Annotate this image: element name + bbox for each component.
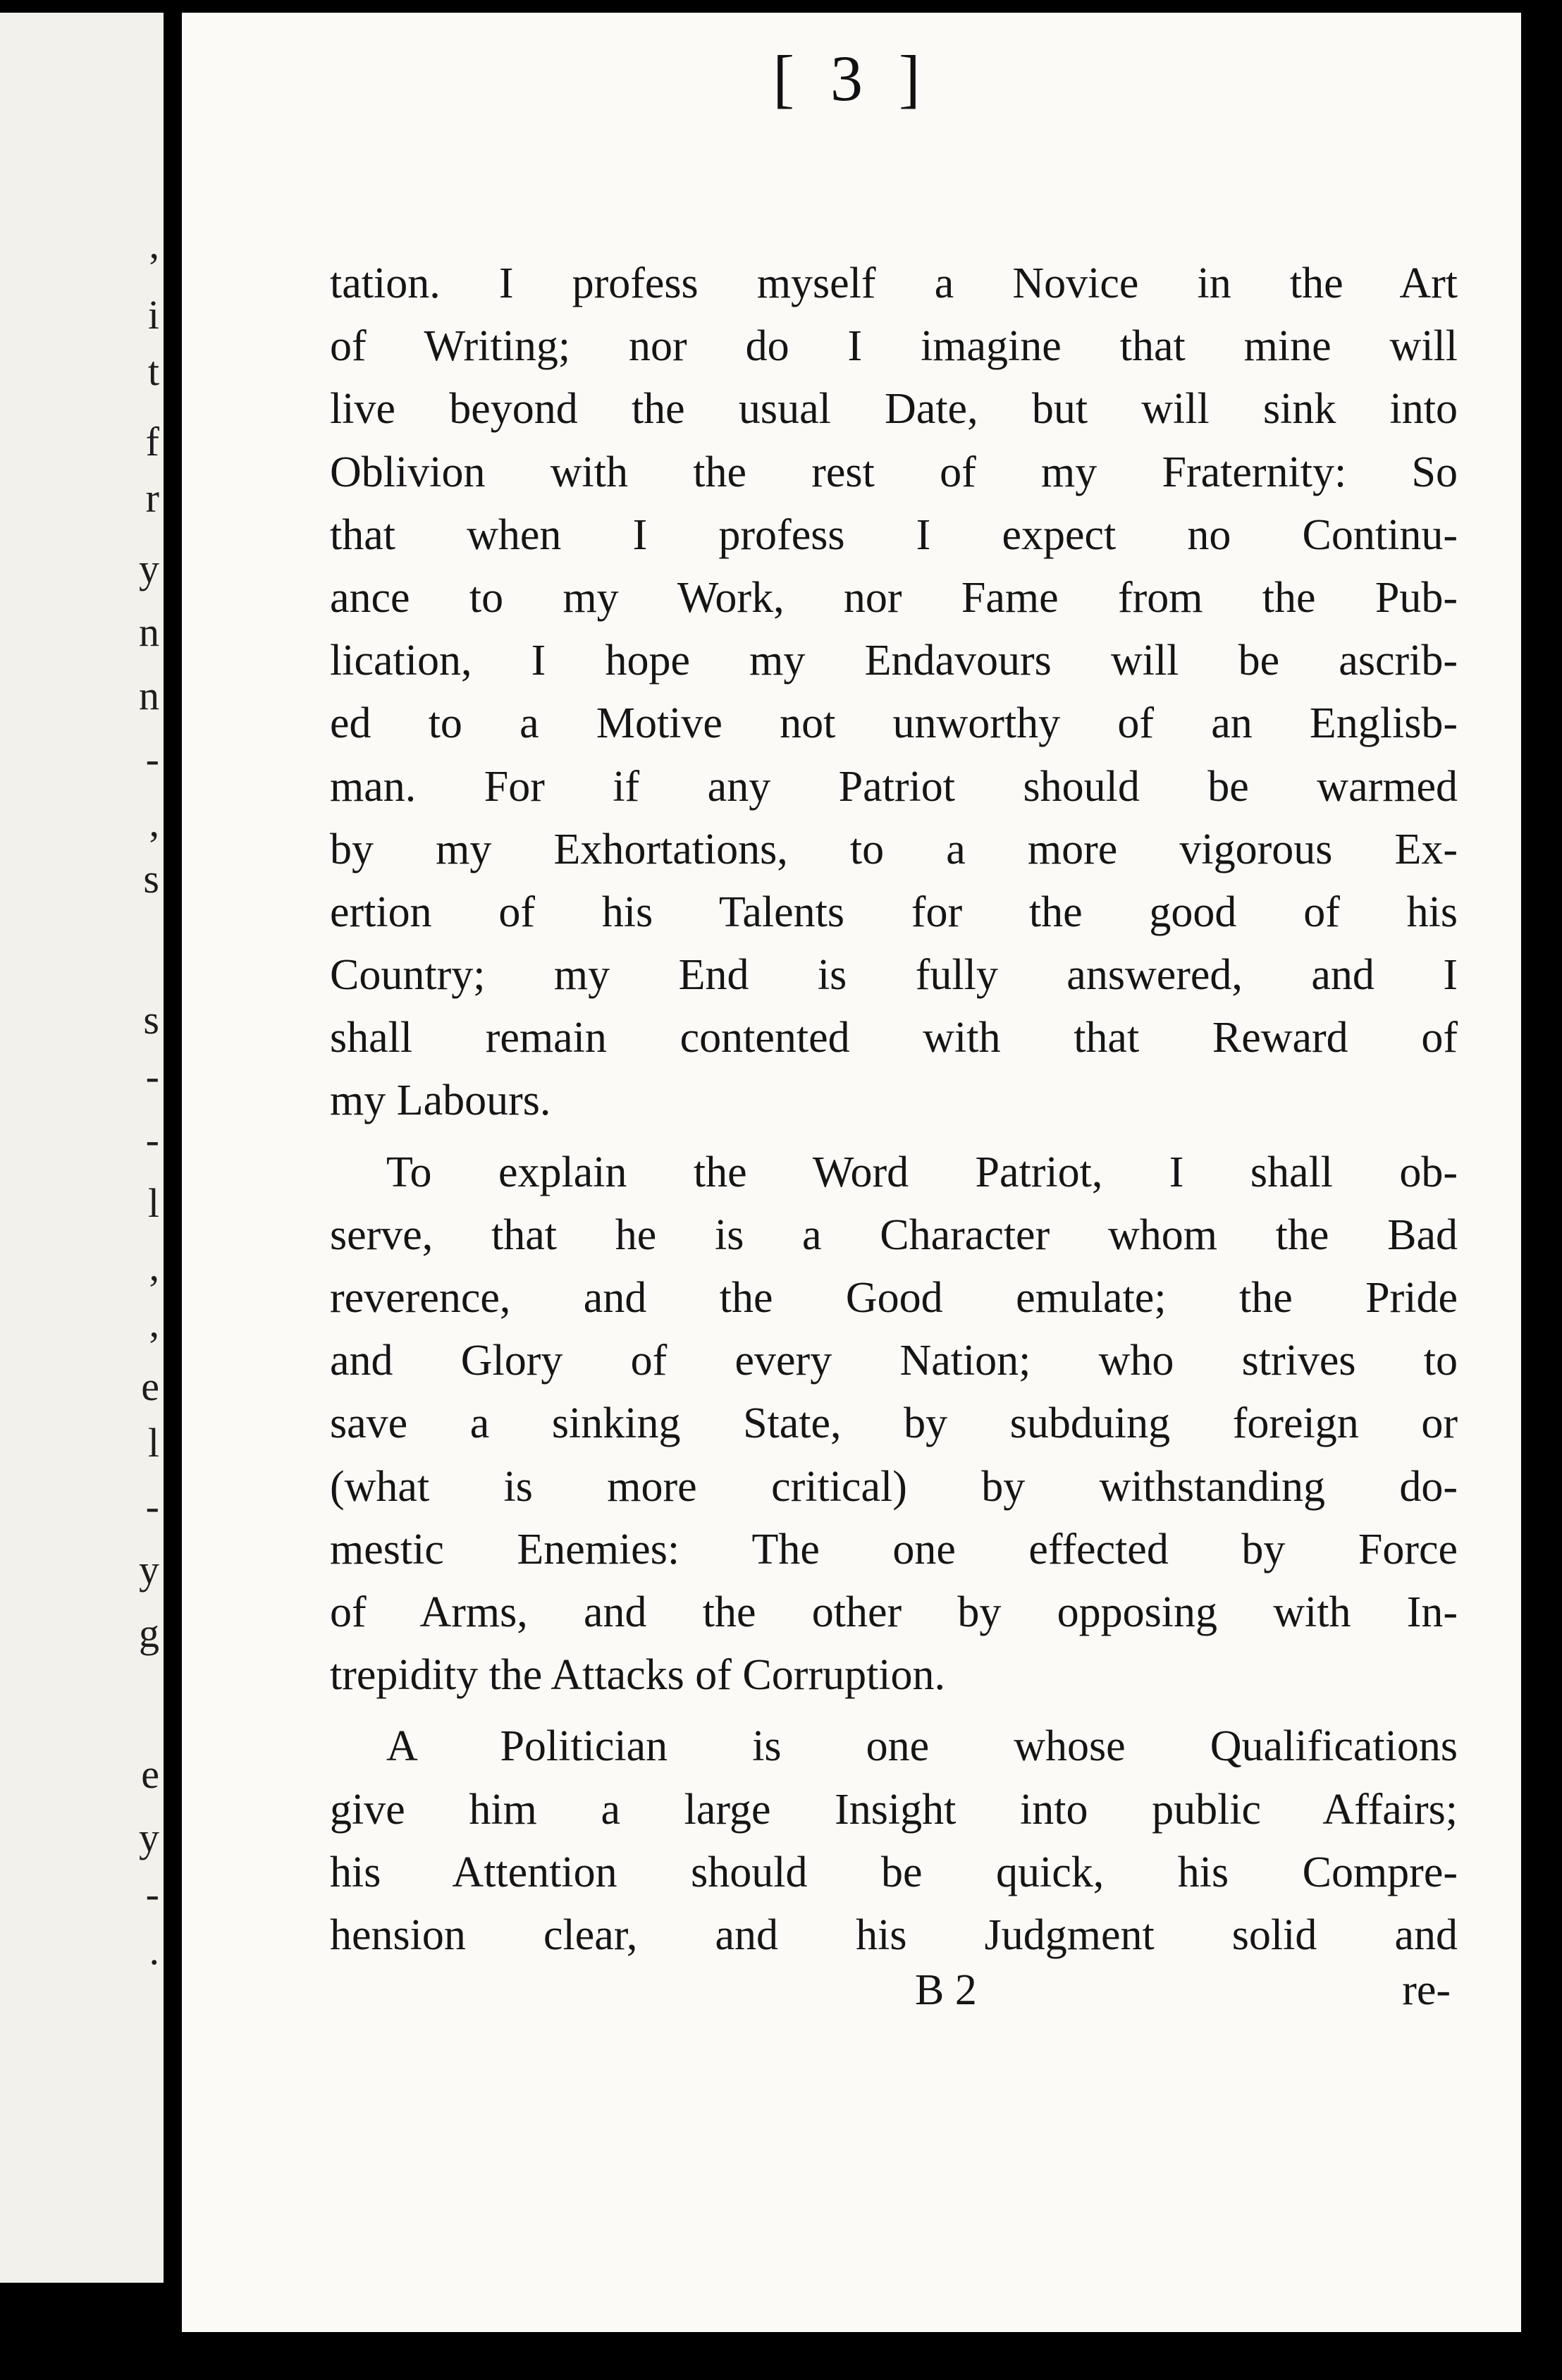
edge-character: -: [145, 1117, 159, 1163]
text-line: tation. I profess myself a Novice in the Art: [330, 259, 1458, 307]
edge-character: e: [141, 1363, 159, 1409]
text-line: ance to my Work, nor Fame from the Pub-: [330, 573, 1458, 622]
edge-character: n: [139, 609, 159, 655]
text-line: of Arms, and the other by opposing with In-: [330, 1588, 1458, 1636]
text-line: give him a large Insight into public Affairs;: [330, 1785, 1458, 1834]
edge-character: l: [147, 1180, 159, 1226]
edge-character: ,: [149, 1300, 159, 1346]
paragraph-1: [330, 252, 1458, 1133]
edge-character: s: [143, 997, 159, 1043]
edge-character: y: [139, 1547, 159, 1593]
edge-character: n: [139, 673, 159, 718]
edge-character: t: [147, 348, 159, 394]
text-line: trepidity the Attacks of Corruption.: [330, 1651, 946, 1700]
edge-character: r: [145, 475, 159, 521]
text-line: my Labours.: [330, 1076, 551, 1125]
edge-character: y: [139, 1815, 159, 1860]
page-number: [ 3 ]: [773, 42, 930, 114]
edge-character: l: [147, 1420, 159, 1466]
edge-character: y: [139, 546, 159, 591]
text-line: shall remain contented with that Reward of: [330, 1014, 1458, 1062]
edge-character: ,: [149, 1244, 159, 1289]
text-line: by my Exhortations, to a more vigorous Ex-: [330, 825, 1458, 873]
text-line: and Glory of every Nation; who strives to: [330, 1337, 1458, 1385]
text-line: Country; my End is fully answered, and I: [330, 951, 1458, 1000]
right-page: [182, 13, 1521, 2332]
edge-character: e: [141, 1751, 159, 1797]
paragraph-2: [330, 1141, 1458, 1707]
edge-character: -: [145, 1483, 159, 1529]
text-line: live beyond the usual Date, but will sink into: [330, 385, 1458, 434]
text-line: lication, I hope my Endavours will be ascrib-: [330, 637, 1458, 685]
text-line: save a sinking State, by subduing foreign or: [330, 1399, 1458, 1448]
body-text: [330, 252, 1458, 1967]
text-line: reverence, and the Good emulate; the Pride: [330, 1274, 1458, 1322]
left-facing-page: [0, 13, 164, 2283]
edge-character: .: [149, 1927, 159, 1973]
edge-character: ,: [149, 221, 159, 267]
text-line: mestic Enemies: The one effected by Force: [330, 1525, 1458, 1574]
text-line: (what is more critical) by withstanding do-: [330, 1462, 1458, 1511]
edge-character: g: [139, 1610, 159, 1656]
book-gutter: [164, 0, 182, 2380]
text-line: hension clear, and his Judgment solid and: [330, 1910, 1458, 1959]
edge-character: -: [145, 1053, 159, 1099]
edge-character: -: [145, 1871, 159, 1917]
paragraph-3: [330, 1715, 1458, 1967]
edge-character: ,: [149, 799, 159, 845]
text-line: ertion of his Talents for the good of his: [330, 888, 1458, 936]
text-line: serve, that he is a Character whom the Bad: [330, 1210, 1458, 1259]
text-line: of Writing; nor do I imagine that mine will: [330, 322, 1458, 371]
edge-character: i: [147, 292, 159, 338]
signature-mark: B 2: [915, 1966, 977, 2014]
edge-character: s: [143, 856, 159, 902]
edge-character: f: [145, 419, 159, 465]
text-line: that when I profess I expect no Continu-: [330, 510, 1458, 559]
page-footer: [330, 1965, 1458, 2036]
text-line: his Attention should be quick, his Compre-: [330, 1848, 1458, 1896]
edge-character: -: [145, 736, 159, 782]
text-line: A Politician is one whose Qualifications: [386, 1722, 1458, 1771]
text-line: To explain the Word Patriot, I shall ob-: [386, 1148, 1458, 1196]
left-page-edge-text: [0, 13, 164, 2283]
text-line: ed to a Motive not unworthy of an Englisb-: [330, 699, 1458, 748]
text-line: Oblivion with the rest of my Fraternity: So: [330, 448, 1458, 496]
text-line: man. For if any Patriot should be warmed: [330, 762, 1458, 811]
catchword: re-: [1402, 1966, 1451, 2014]
